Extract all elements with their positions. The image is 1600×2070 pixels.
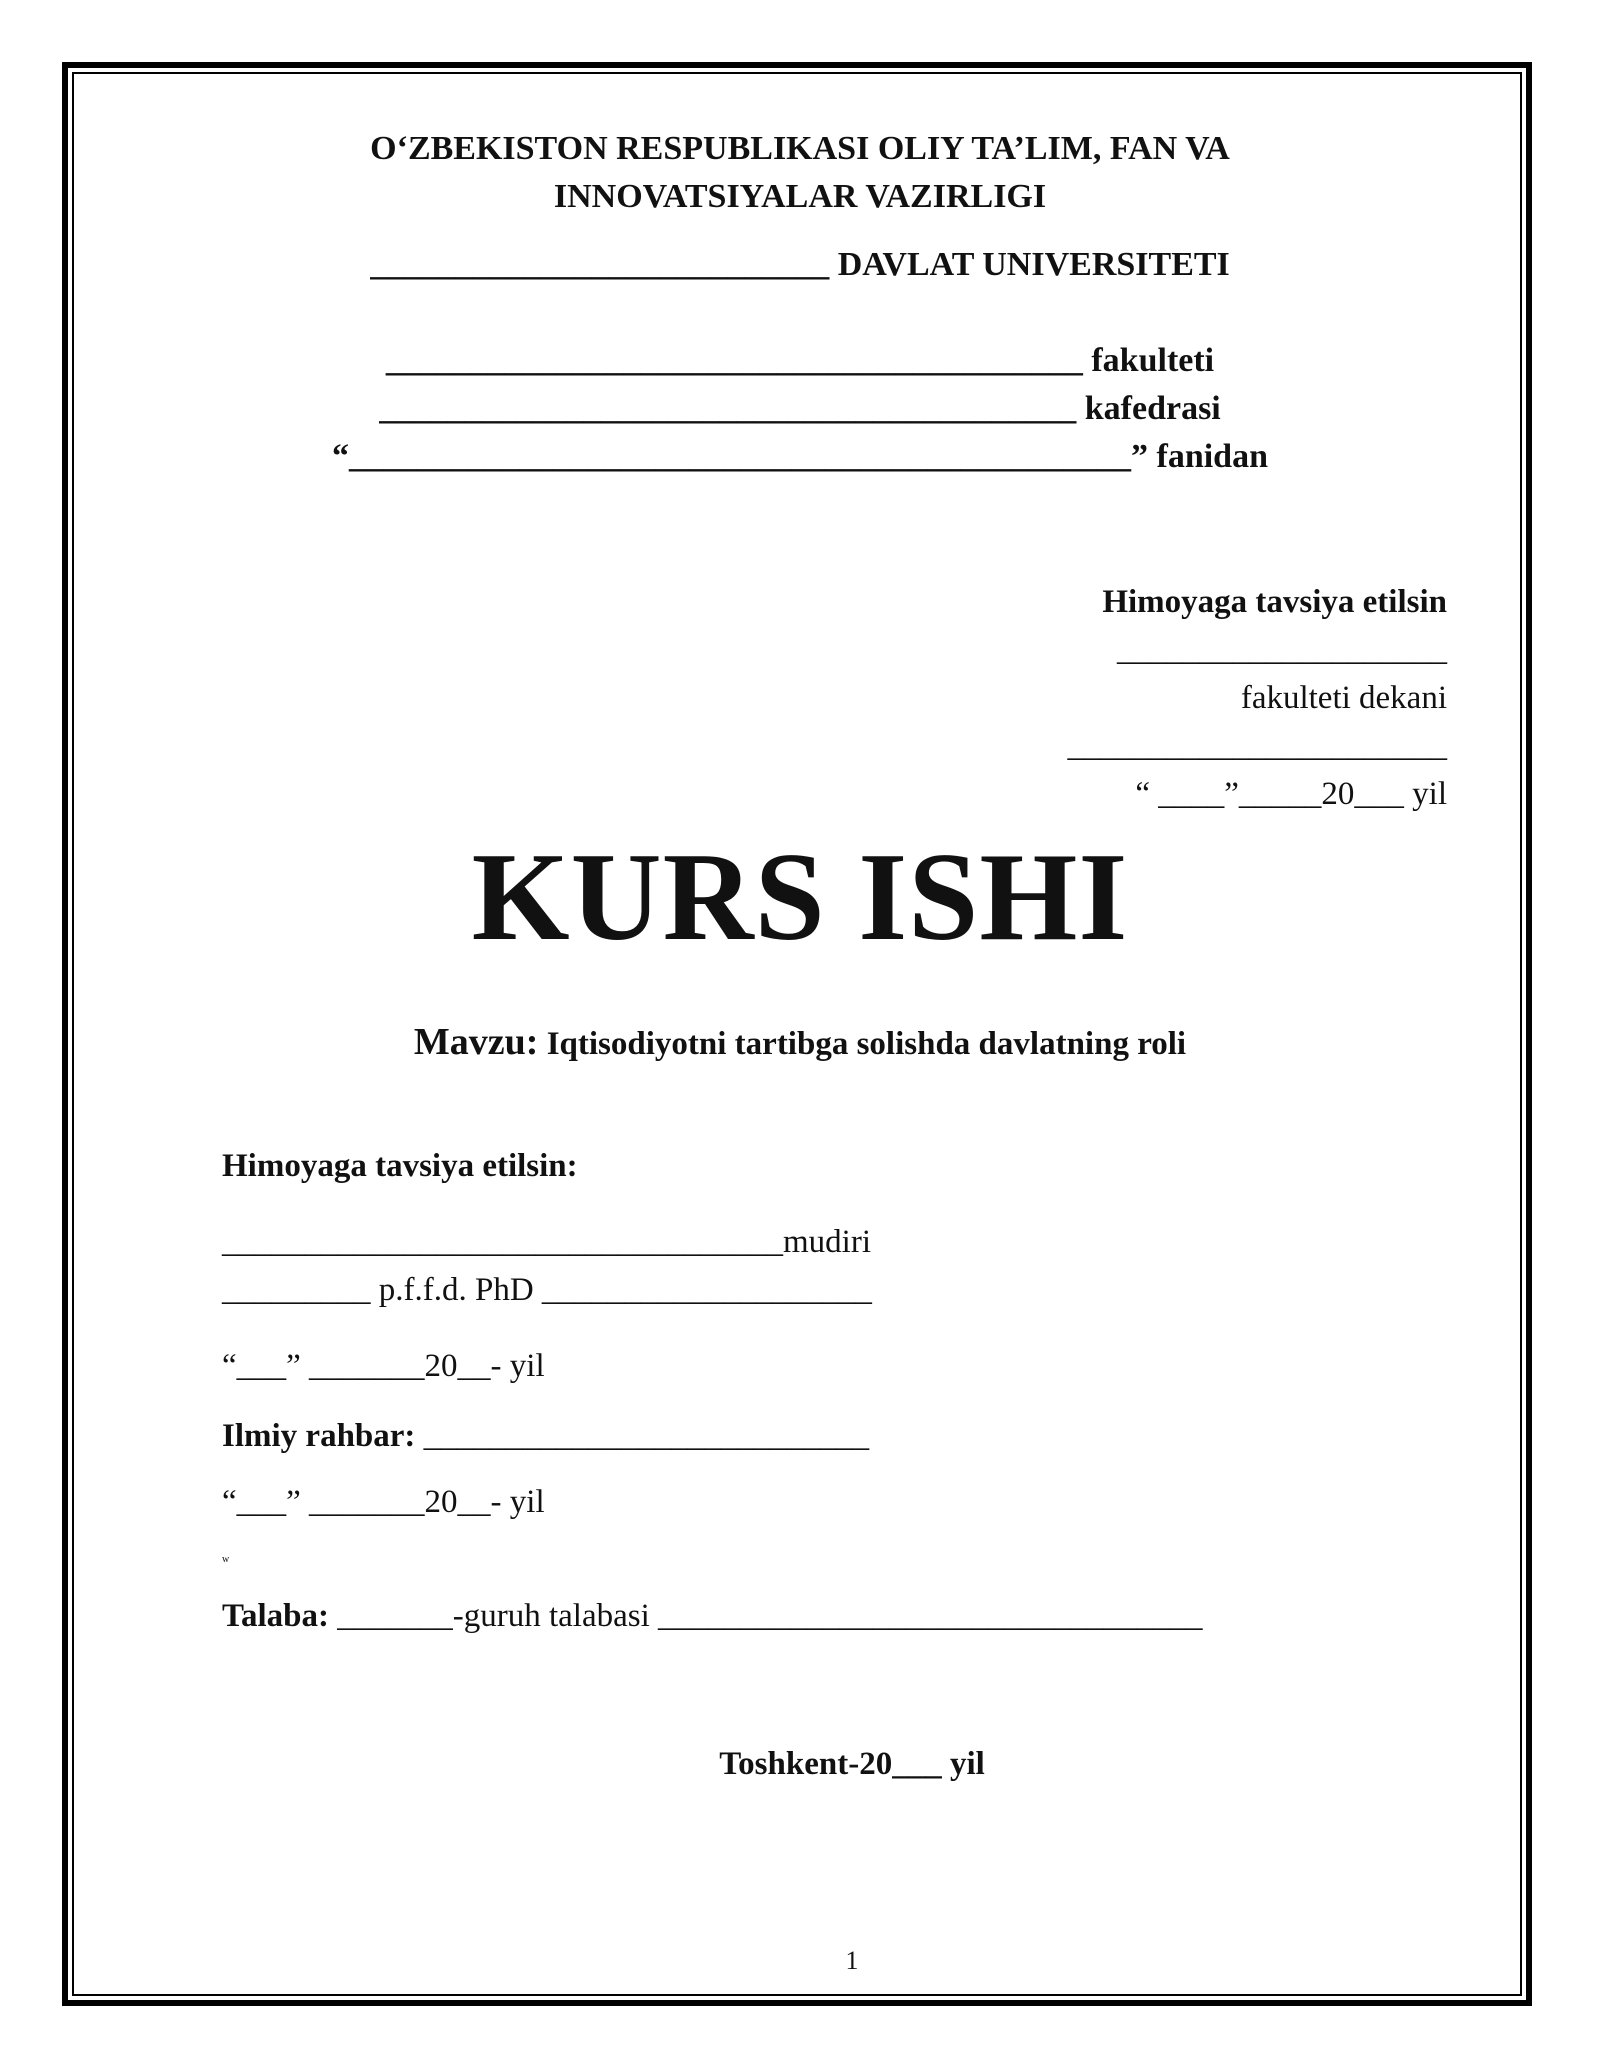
ministry-line-1: O‘ZBEKISTON RESPUBLIKASI OLIY TA’LIM, FAN VA: [370, 130, 1230, 167]
student-line: [222, 1598, 1203, 1635]
supervisor-label: Ilmiy rahbar:: [222, 1418, 416, 1454]
page-number: 1: [845, 1946, 859, 1975]
student-label: Talaba:: [222, 1598, 329, 1634]
city-year: Toshkent-20___ yil: [719, 1746, 985, 1782]
ministry-line-2: INNOVATSIYALAR VAZIRLIGI: [553, 178, 1047, 215]
dean-label: fakulteti dekani: [1240, 680, 1447, 716]
department-head-line: __________________________________mudiri: [222, 1224, 871, 1260]
student-group-line: _______-guruh talabasi _________________________________: [337, 1598, 1203, 1634]
approval-right-date: “ ____”_____20___ yil: [1135, 776, 1447, 812]
approval-right-heading: Himoyaga tavsiya etilsin: [1102, 584, 1447, 620]
approval-right-blank-2: _______________________: [1067, 728, 1447, 764]
degree-line: _________ p.f.f.d. PhD ____________________: [222, 1272, 872, 1308]
approval-date-1: “___” _______20__- yil: [222, 1348, 545, 1384]
approval-right-blank: ____________________: [1117, 632, 1447, 668]
topic-label: Mavzu:: [413, 1021, 539, 1063]
topic-value: Iqtisodiyotni tartibga solishda davlatning roli: [546, 1026, 1187, 1062]
supervisor-line: [222, 1418, 869, 1455]
topic-line: [0, 1020, 1600, 1064]
approval-left-heading: Himoyaga tavsiya etilsin:: [222, 1148, 578, 1184]
department-line: _________________________________________ kafedrasi: [379, 390, 1221, 427]
university-line: ___________________________ DAVLAT UNIVERSITETI: [370, 246, 1230, 283]
stray-mark: w: [222, 1554, 230, 1565]
subject-line: “______________________________________________” fanidan: [332, 438, 1268, 475]
approval-date-2: “___” _______20__- yil: [222, 1484, 545, 1520]
faculty-line: _________________________________________ fakulteti: [385, 342, 1215, 379]
supervisor-blank: ___________________________: [423, 1418, 870, 1454]
document-title: KURS ISHI: [471, 828, 1129, 967]
